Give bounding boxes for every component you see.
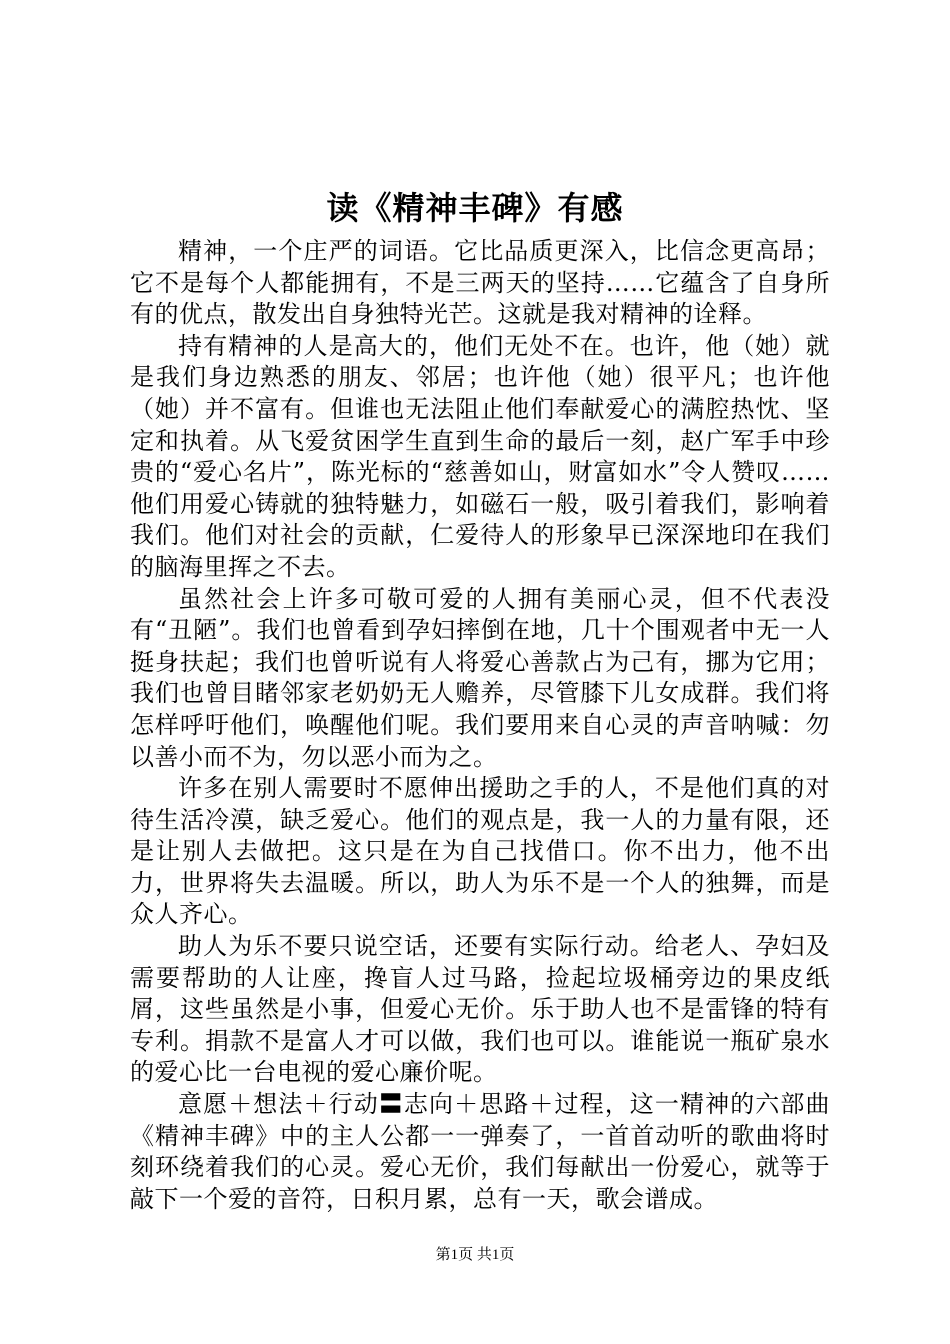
paragraph: 许多在别人需要时不愿伸出援助之手的人，不是他们真的对待生活冷漠，缺乏爱心。他们的观点是，我一人的力量有限，还是让别人去做把。这只是在为自己找借口。你不出力，他不出力，世界将失去温暖。所以，助人为乐不是一个人的独舞，而是众人齐心。 [130, 774, 830, 929]
paragraph: 助人为乐不要只说空话，还要有实际行动。给老人、孕妇及需要帮助的人让座，搀盲人过马路，捡起垃圾桶旁边的果皮纸屑，这些虽然是小事，但爱心无价。乐于助人也不是雷锋的特有专利。捐款不是富人才可以做，我们也可以。谁能说一瓶矿泉水的爱心比一台电视的爱心廉价呢。 [130, 932, 830, 1087]
paragraph: 持有精神的人是高大的，他们无处不在。也许，他（她）就是我们身边熟悉的朋友、邻居；也许他（她）很平凡；也许他（她）并不富有。但谁也无法阻止他们奉献爱心的满腔热忱、坚定和执着。从飞爱贫困学生直到生命的最后一刻，赵广军手中珍贵的“爱心名片”，陈光标的“慈善如山，财富如水”令人赞叹……他们用爱心铸就的独特魅力，如磁石一般，吸引着我们，影响着我们。他们对社会的贡献，仁爱待人的形象早已深深地印在我们的脑海里挥之不去。 [130, 331, 830, 581]
paragraph: 意愿＋想法＋行动〓志向＋思路＋过程，这一精神的六部曲《精神丰碑》中的主人公都一一弹奏了，一首首动听的歌曲将时刻环绕着我们的心灵。爱心无价，我们每献出一份爱心，就等于敲下一个爱的音符，日积月累，总有一天，歌会谱成。 [130, 1090, 830, 1213]
document-body [130, 236, 830, 1215]
paragraph: 精神，一个庄严的词语。它比品质更深入，比信念更高昂；它不是每个人都能拥有，不是三两天的坚持……它蕴含了自身所有的优点，散发出自身独特光芒。这就是我对精神的诠释。 [130, 237, 830, 329]
page-number-footer: 第1页 共1页 [435, 1247, 515, 1263]
paragraph: 虽然社会上许多可敬可爱的人拥有美丽心灵，但不代表没有“丑陋”。我们也曾看到孕妇摔倒在地，几十个围观者中无一人挺身扶起；我们也曾听说有人将爱心善款占为己有，挪为它用；我们也曾目睹邻家老奶奶无人赡养，尽管膝下儿女成群。我们将怎样呼吁他们，唤醒他们呢。我们要用来自心灵的声音呐喊：勿以善小而不为，勿以恶小而为之。 [130, 584, 830, 771]
document-title: 读《精神丰碑》有感 [326, 189, 624, 227]
